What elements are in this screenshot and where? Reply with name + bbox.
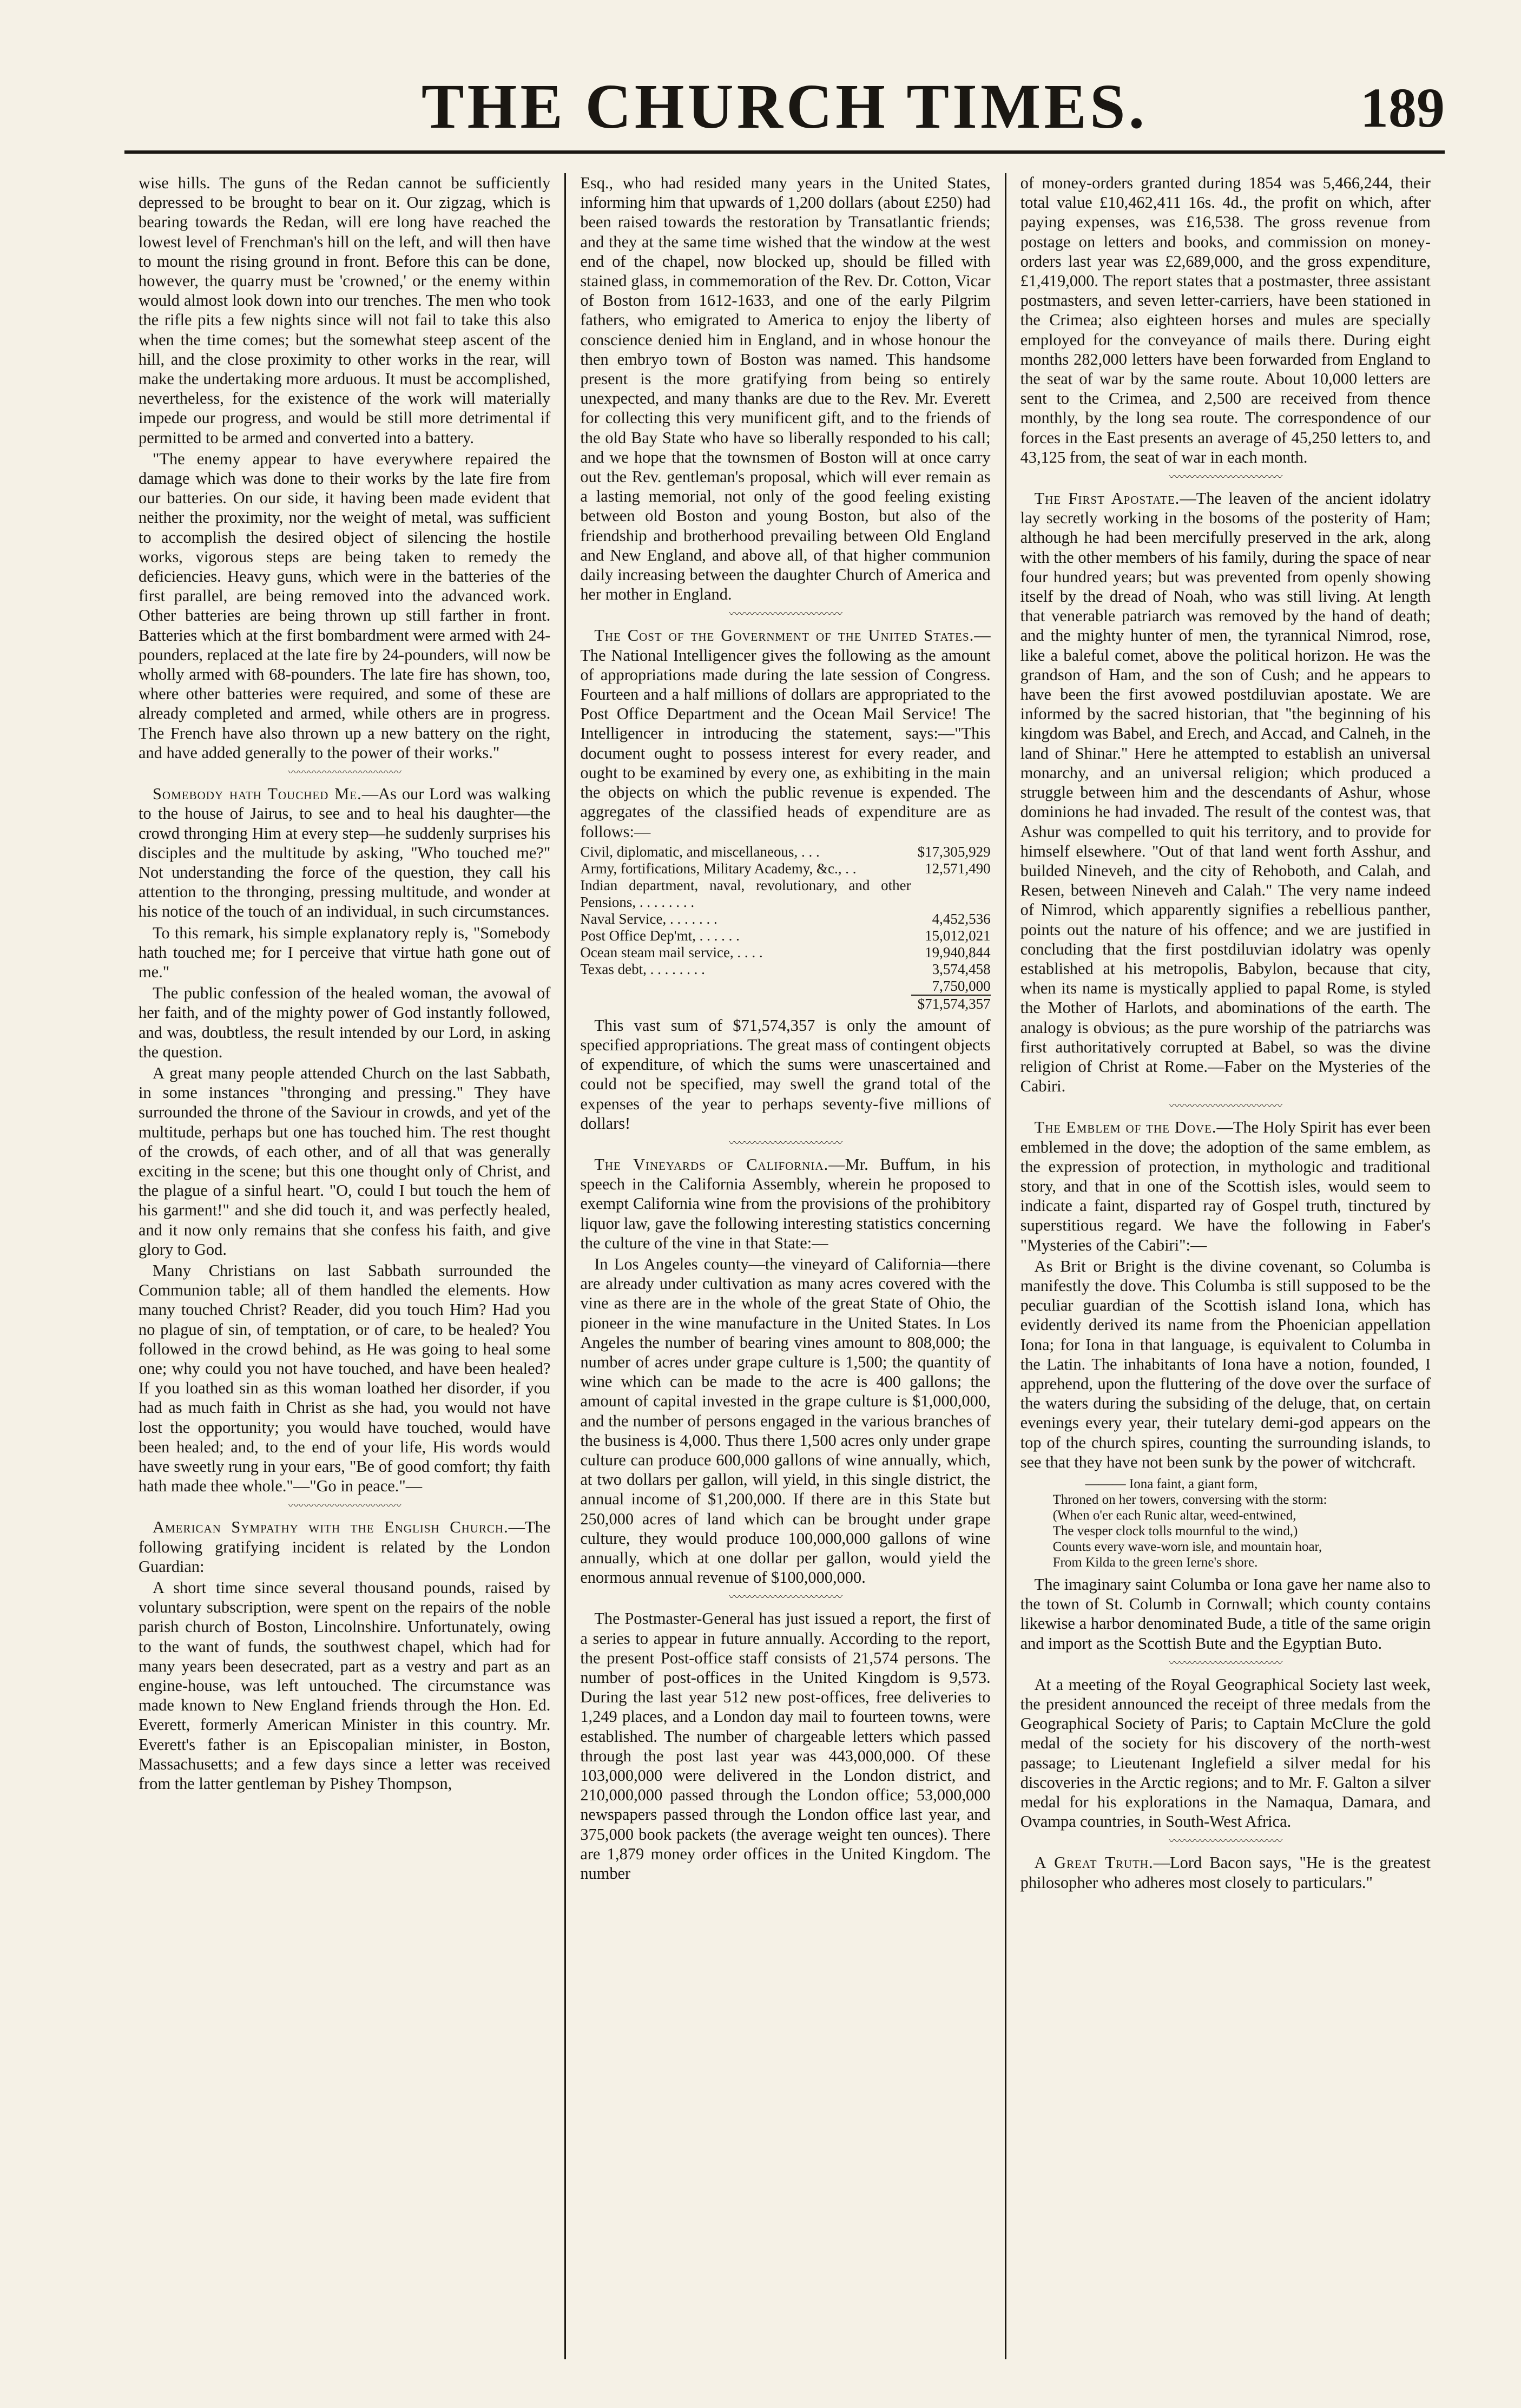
paragraph: To this remark, his simple explanatory reply is, "Somebody hath touched me; for I perceive that virtue hath gone out of me." xyxy=(139,923,551,981)
table-cell-amount: 12,571,490 xyxy=(925,860,991,877)
article-heading: The Vineyards of California. xyxy=(594,1155,829,1174)
article-heading-paragraph xyxy=(580,626,990,841)
section-divider: 〰〰〰〰〰〰〰〰〰〰〰 xyxy=(728,1593,842,1603)
table-cell-amount: 19,940,844 xyxy=(925,944,991,960)
article-heading: A Great Truth. xyxy=(1034,1853,1154,1872)
section-divider: 〰〰〰〰〰〰〰〰〰〰〰 xyxy=(288,1501,401,1511)
article-body: —The Holy Spirit has ever been emblemed in the dove; the adoption of the same emblem, as the expression of protection, in mythologic and traditional story, and that in one of the Scottish isles, would seem to indicate a faint, disparted ray of Gospel truth, tinctured by superstitious regard. We have the following in Faber's "Mysteries of the Cabiri":— xyxy=(1020,1118,1431,1254)
paragraph: As Brit or Bright is the divine covenant, so Columba is manifestly the dove. This Columba is still supposed to be the peculiar guardian of the Scottish island Iona, which has evidently derived its name from the Phoenician appellation Iona; for Iona in that language, is equivalent to Columba in the Latin. The inhabitants of Iona have a notion, founded, I apprehend, upon the fluttering of the dove over the surface of the waters during the subsiding of the deluge, that, on certain evenings every year, their tutelary demi-god appears on the top of the church spires, counting the surrounding islands, to see that they have not been sunk by the power of witchcraft. xyxy=(1020,1256,1431,1471)
paragraph: At a meeting of the Royal Geographical Society last week, the president announced the receipt of three medals from the Geographical Society of Paris; to Captain McClure the gold medal of the society for his discovery of the north-west passage; to Lieutenant Inglefield a silver medal for his discoveries in the Arctic regions; and to Mr. F. Galton a silver medal for his explorations in the Namaqua, Damara, and Ovampa countries, in South-West Africa. xyxy=(1020,1675,1431,1831)
article-body: —The following gratifying incident is related by the London Guardian: xyxy=(139,1518,551,1576)
article-heading: The Cost of the Government of the United States. xyxy=(594,626,975,645)
table-row xyxy=(580,911,990,927)
column-left xyxy=(124,173,564,2359)
table-cell-label: Naval Service, . . . . . . . xyxy=(580,910,717,927)
paragraph: The public confession of the healed woman, the avowal of her faith, and of the mighty power of God instantly followed, and was, doubtless, the result intended by our Lord, in asking the question. xyxy=(139,984,551,1061)
article-heading-paragraph xyxy=(139,1517,550,1576)
header-rule xyxy=(124,150,1445,154)
table-total-row xyxy=(580,995,990,1012)
section-divider: 〰〰〰〰〰〰〰〰〰〰〰 xyxy=(728,609,842,620)
masthead xyxy=(124,65,1445,152)
table-row xyxy=(580,927,990,944)
paragraph: A short time since several thousand pounds, raised by voluntary subscription, were spent on the repairs of the noble parish church of Boston, Lincolnshire. Unfortunately, owing to the want of funds, the southwest chapel, which had for many years been desecrated, part as a vestry and part as an engine-house, was left untouched. The circumstance was made known to New England friends through the Hon. Ed. Everett, formerly American Minister in this country. Mr. Everett's father is an Episcopalian minister, in Boston, Massachusetts; and a few days since a letter was received from the latter gentleman by Pishey Thompson, xyxy=(139,1578,551,1793)
paragraph: The imaginary saint Columba or Iona gave her name also to the town of St. Columb in Cornwall; which county contains likewise a harbor denominated Bude, a title of the same origin and import as the Scottish Bute and the Egyptian Buto. xyxy=(1020,1575,1431,1653)
paragraph: Many Christians on last Sabbath surrounded the Communion table; all of them handled the elements. How many touched Christ? Reader, did you touch Him? Had you no plague of sin, of temptation, or of care, to be healed? You followed in the crowd behind, as He was going to heal some one; why could you not have touched, and have been healed? If you loathed sin as this woman loathed her disorder, if you had as much faith in Christ as she had, you would not have lost the opportunity; you would have touched, would have been healed; and, to the end of your life, His words would have sweetly rung in your ears, "Be of good comfort; thy faith hath made thee whole."—"Go in peace."— xyxy=(139,1261,551,1496)
poem-quote xyxy=(1053,1476,1431,1570)
table-cell-amount xyxy=(911,877,991,911)
article-heading: American Sympathy with the English Church. xyxy=(153,1518,509,1537)
section-divider: 〰〰〰〰〰〰〰〰〰〰〰 xyxy=(288,768,401,778)
paragraph: A great many people attended Church on the last Sabbath, in some instances "thronging and pressing." They have surrounded the throne of the Saviour in crowds, and yet of the multitude, perhaps but one has touched him. The rest thought of the crowds, of each other, and of all that was generally exciting in the scene; but this one thought only of Christ, and the plague of a sinful heart. "O, could I but touch the hem of his garment!" and she did touch it, and was perfectly healed, and it now only remains that she confess his faith, and give glory to God. xyxy=(139,1063,551,1259)
paragraph: of money-orders granted during 1854 was 5,466,244, their total value £10,462,411 16s. 4d., the profit on which, after paying expenses, was £16,538. The gross revenue from postage on letters and books, and commission on money-orders last year was £2,689,000, and the gross expenditure, £1,419,000. The report states that a postmaster, three assistant postmasters, and seven letter-carriers, have been stationed in the Crimea; also eighteen horses and mules are specially employed for the conveyance of mails there. During eight months 282,000 letters have been forwarded from England to the seat of war by the same route. About 10,000 letters are sent to the Crimea, and 2,500 are received from thence monthly, by the long sea route. The correspondence of our forces in the East presents an average of 45,250 letters to, and 43,125 from, the seat of war in each month. xyxy=(1020,174,1431,466)
section-divider: 〰〰〰〰〰〰〰〰〰〰〰 xyxy=(1169,1658,1282,1668)
poem-line: The vesper clock tolls mournful to the wind,) xyxy=(1052,1524,1298,1538)
table-cell-label xyxy=(580,978,911,995)
poem-line: (When o'er each Runic altar, weed-entwined, xyxy=(1052,1508,1296,1523)
table-cell-label: Indian department, naval, revolutionary, and other Pensions, . . . . . . . . xyxy=(580,877,911,910)
column-right xyxy=(1005,173,1445,2359)
paragraph: In Los Angeles county—the vineyard of California—there are already under cultivation as many acres covered with the vine as there are in the whole of the great State of Ohio, the pioneer in the wine manufacture in the United States. In Los Angeles the number of bearing vines amount to 808,000; the number of acres under grape culture is 1,500; the quantity of wine which can be made to the acre is 400 gallons; the amount of capital invested in the grape culture is $1,000,000, and the number of persons engaged in the various branches of the business is 4,000. Thus there 1,500 acres only under grape culture can produce 600,000 gallons of wine annually, which, at two dollars per gallon, will yield, in this single district, the annual income of $1,200,000. If there are in this State but 250,000 acres of land which can be brought under grape culture, they would produce 100,000,000 gallons of wine annually, which at one dollar per gallon, would yield the enormous annual revenue of $100,000,000. xyxy=(580,1254,991,1587)
table-row xyxy=(580,844,990,860)
table-cell-amount: 7,750,000 xyxy=(932,977,991,994)
appropriations-table xyxy=(580,844,990,1012)
table-cell-label: Post Office Dep'mt, . . . . . . xyxy=(580,927,740,944)
newspaper-page xyxy=(124,65,1445,2359)
article-body: —Mr. Buffum, in his speech in the California Assembly, wherein he proposed to exempt California wine from the provisions of the prohibitory liquor law, gave the following interesting statistics concerning the culture of the vine in that State:— xyxy=(580,1155,991,1252)
section-divider: 〰〰〰〰〰〰〰〰〰〰〰 xyxy=(728,1138,842,1148)
poem-line: Counts every wave-worn isle, and mountain hoar, xyxy=(1052,1539,1322,1554)
table-row xyxy=(580,944,990,961)
section-divider: 〰〰〰〰〰〰〰〰〰〰〰 xyxy=(1169,1837,1282,1847)
article-heading-paragraph xyxy=(1020,489,1431,1096)
table-cell-label: Civil, diplomatic, and miscellaneous, . . . xyxy=(580,843,820,860)
table-cell-amount: 4,452,536 xyxy=(932,910,991,927)
table-total-amount: $71,574,357 xyxy=(911,995,991,1012)
article-body: —As our Lord was walking to the house of Jairus, to see and to heal his daughter—the crowd thronging Him at every step—he suddenly surprises his disciples and the multitude by asking, "Who touched me?" Not understanding the force of the question, they call his attention to the thronging, pressing multitude, and wonder at his notice of the touch of an individual, in such circumstances. xyxy=(139,785,551,921)
article-columns xyxy=(124,173,1445,2359)
section-divider: 〰〰〰〰〰〰〰〰〰〰〰 xyxy=(1169,1101,1282,1111)
paragraph: wise hills. The guns of the Redan cannot be sufficiently depressed to be brought to bear on it. Our zigzag, which is bearing towards the Redan, will ere long have reached the lowest level of Frenchman's hill on the left, and will then have to mount the rising ground in front. Before this can be done, however, the quarry must be 'crowned,' or the enemy within would almost look down into our trenches. The men who took the rifle pits a few nights since will not fail to take this also when the time comes; but the somewhat steep ascent of the hill, and the close proximity to other works in the rear, will make the undertaking more arduous. It must be accomplished, nevertheless, for the existence of the work will materially impede our progress, and would be still more detrimental if permitted to be armed and converted into a battery. xyxy=(139,174,551,447)
table-cell-amount: 3,574,458 xyxy=(932,960,991,977)
poem-line: ——— Iona faint, a giant form, xyxy=(1085,1477,1258,1491)
table-cell-amount: $17,305,929 xyxy=(917,843,991,860)
table-row xyxy=(580,978,990,995)
table-row xyxy=(580,961,990,978)
page-number: 189 xyxy=(1360,77,1445,139)
table-cell-label: Army, fortifications, Military Academy, &c., . . xyxy=(580,860,857,877)
article-heading-paragraph xyxy=(139,784,550,921)
page-title: THE CHURCH TIMES. xyxy=(421,71,1148,142)
poem-line: Throned on her towers, conversing with the storm: xyxy=(1052,1492,1327,1507)
article-body: —Lord Bacon says, "He is the greatest philosopher who adheres most closely to particulars." xyxy=(1020,1853,1431,1892)
table-cell-label: Texas debt, . . . . . . . . xyxy=(580,960,705,977)
article-heading: Somebody hath Touched Me. xyxy=(153,785,362,804)
paragraph: Esq., who had resided many years in the United States, informing him that upwards of 1,200 dollars (about £250) had been raised towards the restoration by Transatlantic friends; and they at the same time wished that the window at the west end of the chapel, now blocked up, should be filled with stained glass, in commemoration of the Rev. Dr. Cotton, Vicar of Boston from 1612-1633, and one of the early Pilgrim fathers, who emigrated to America to enjoy the liberty of conscience denied him in England, and in whose honour the then embryo town of Boston was named. This handsome present is the more gratifying from being so entirely unexpected, and many thanks are due to the Rev. Mr. Everett for collecting this very munificent gift, and to the friends of the old Bay State who have so liberally responded to his call; and we hope that the townsmen of Boston will at once carry out the Rev. gentleman's proposal, which will ever remain as a lasting memorial, not only of the good feeling existing between old Boston and young Boston, but also of the friendship and brotherhood prevailing between Old England and New England, and above all, of that higher communion daily increasing between the daughter Church of America and her mother in England. xyxy=(580,174,991,604)
paragraph: This vast sum of $71,574,357 is only the amount of specified appropriations. The great mass of contingent objects of expenditure, of which the sums were unascertained and could not be specified, may swell the grand total of the expenses of the year to perhaps seventy-five millions of dollars! xyxy=(580,1016,991,1133)
table-row xyxy=(580,877,990,911)
paragraph: "The enemy appear to have everywhere repaired the damage which was done to their works by the late fire from our batteries. On our side, it having been made evident that neither the proximity, nor the weight of metal, was sufficient to accomplish the desired object of silencing the hostile works, vigorous steps are being taken to remedy the deficiencies. Heavy guns, which were in the batteries of the first parallel, are being removed into the advanced work. Other batteries are being thrown up still farther in front. Batteries which at the first bombardment were armed with 24-pounders, replaced at the late fire by 24-pounders, will now be wholly armed with 68-pounders. The late fire has shown, too, where other batteries were required, and some of these are already completed and armed, while others are in progress. The French have also thrown up a new battery on the right, and have added generally to the power of their works." xyxy=(139,449,551,762)
article-body: —The leaven of the ancient idolatry lay secretly working in the bosoms of the posterity of Ham; although he had been mercifully preserved in the ark, along with the other members of his family, during the space of near four hundred years; but was prevented from openly showing itself by the dread of Noah, who was still living. At length that venerable patriarch was removed by the hand of death; and the mighty hunter of men, the tyrannical Nimrod, rose, like a baleful comet, above the political horizon. He was the grandson of Ham, and the son of Cush; and he appears to have been the first avowed postdiluvian apostate. We are informed by the sacred historian, that "the beginning of his kingdom was Babel, and Erech, and Accad, and Calneh, in the land of Shinar." Here he attempted to establish an universal monarchy, and an universal religion; which produced a struggle between him and the descendants of Ashur, whose dominions he had invaded. The result of the contest was, that Ashur was compelled to quit his territory, and to provide for himself elsewhere. "Out of that land went forth Asshur, and builded Nineveh, and the city of Rehoboth, and Calah, and Resen, between Nineveh and Calah." The very name indeed of Nimrod, which apparently signifies a rebellious panther, points out the nature of his offence; and we are justified in concluding that the first postdiluvian idolatry was openly established at his metropolis, Babylon, because that city, when its name is mystically applied to papal Rome, is styled the Mother of Harlots, and abominations of the earth. The analogy is obvious; as the pure worship of the patriarchs was first authoritatively corrupted at Babel, so was the divine religion of Christ at Rome.—Faber on the Mysteries of the Cabiri. xyxy=(1020,489,1431,1096)
article-body: —The National Intelligencer gives the following as the amount of appropriations made during the late session of Congress. Fourteen and a half millions of dollars are appropriated to the Post Office Department and the Ocean Mail Service! The Intelligencer in introducing the statement, says:—"This document ought to possess interest for every reader, and ought to be examined by every one, as exhibiting in the main the objects on which the public revenue is expended. The aggregates of the classified heads of expenditure are as follows:— xyxy=(580,626,991,841)
table-row xyxy=(580,860,990,877)
section-divider: 〰〰〰〰〰〰〰〰〰〰〰 xyxy=(1169,472,1282,483)
article-heading: The Emblem of the Dove. xyxy=(1034,1118,1217,1137)
poem-line: From Kilda to the green Ierne's shore. xyxy=(1052,1555,1258,1570)
article-heading: The First Apostate. xyxy=(1034,489,1180,508)
table-cell-label: Ocean steam mail service, . . . . xyxy=(580,944,763,960)
column-middle xyxy=(564,173,1004,2359)
paragraph: The Postmaster-General has just issued a report, the first of a series to appear in future annually. According to the report, the present Post-office staff consists of 21,574 persons. The number of post-offices in the United Kingdom is 9,573. During the last year 512 new post-offices, free deliveries to 1,249 places, and a London day mail to fourteen towns, were established. The number of chargeable letters which passed through the post last year was 443,000,000. Of these 103,000,000 were delivered in the London district, and 210,000,000 passed through the London office; 53,000,000 newspapers passed through the London office last year, and 375,000 book packets (the average weight ten ounces). There are 1,879 money order offices in the United Kingdom. The number xyxy=(580,1609,991,1883)
article-heading-paragraph xyxy=(1020,1117,1431,1254)
article-heading-paragraph xyxy=(1020,1853,1431,1892)
article-heading-paragraph xyxy=(580,1155,990,1253)
table-cell-amount: 15,012,021 xyxy=(925,927,991,944)
